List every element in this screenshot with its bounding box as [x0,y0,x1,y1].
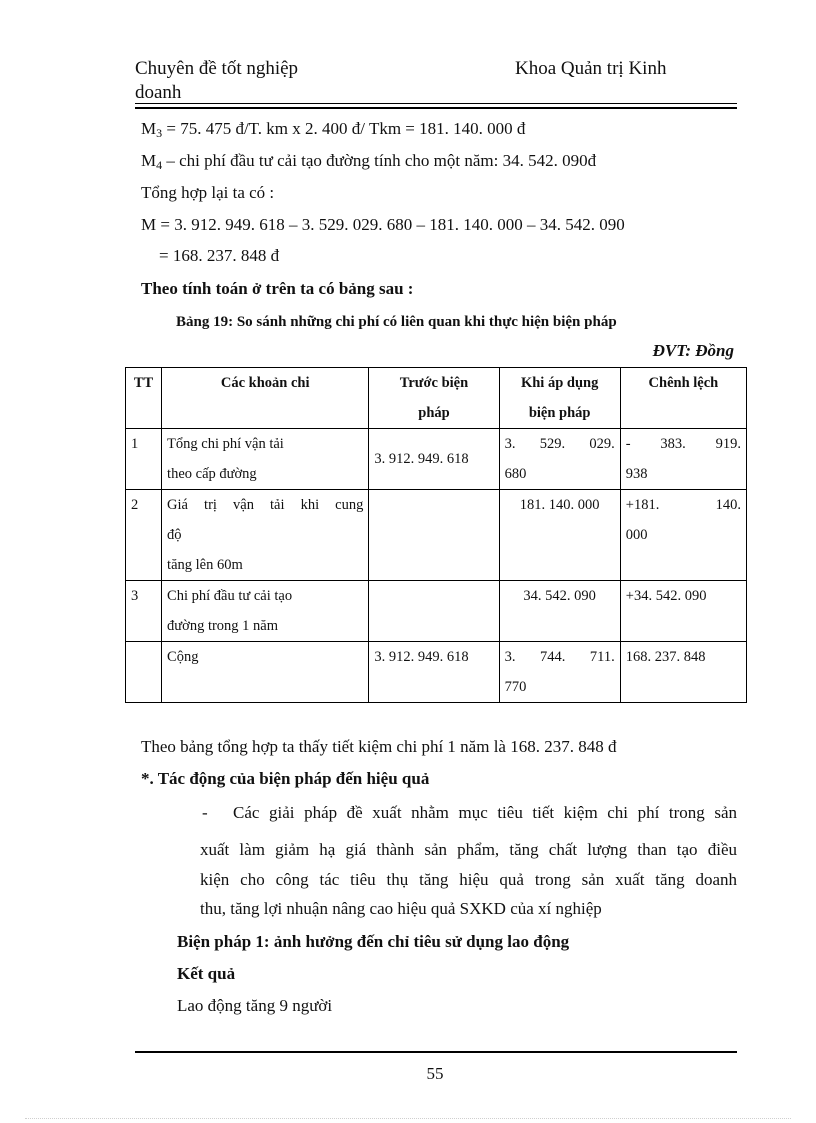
bullet-line-2: xuất làm giảm hạ giá thành sản phẩm, tăng chất lượng than tạo điều [200,840,737,859]
header-left-line1: Chuyên đề tốt nghiệp [135,58,299,79]
header-after: Khi áp dụng biện pháp [499,368,620,429]
header-right: Khoa Quản trị Kinh [515,58,667,79]
bullet-dash: - [202,803,208,822]
header-left-line2: doanh [135,82,182,103]
header-diff: Chênh lệch [620,368,746,429]
formula-line: M = 3. 912. 949. 618 – 3. 529. 029. 680 – 181. 140. 000 – 34. 542. 090 [141,215,625,234]
header-rule-bottom [135,107,737,109]
formula-result: = 168. 237. 848 đ [159,246,280,265]
page-number: 55 [426,1064,444,1083]
table-row: 1 Tổng chi phí vận tải theo cấp đường 3. 912. 949. 618 3. 529. 029. 680 - 383. 919. 938 [126,429,747,490]
cost-comparison-table [125,367,747,703]
footer-rule [135,1051,737,1053]
table-header-row [126,368,747,429]
header-rule-top [135,103,737,104]
summary-intro: Tổng hợp lại ta có : [141,183,275,202]
table-row: 3 Chi phí đầu tư cải tạo đường trong 1 năm 34. 542. 090 +34. 542. 090 [126,581,747,642]
header-tt: TT [126,368,162,429]
table-intro: Theo tính toán ở trên ta có bảng sau : [141,279,414,298]
impact-heading: *. Tác động của biện pháp đến hiệu quả [141,769,430,788]
bullet-line-4: thu, tăng lợi nhuận nâng cao hiệu quả SXKD của xí nghiệp [200,899,602,918]
header-item: Các khoản chi [162,368,369,429]
table-caption: Bảng 19: So sánh những chi phí có liên quan khi thực hiện biện pháp [176,314,617,330]
table-unit: ĐVT: Đồng [652,341,734,360]
result-text: Lao động tăng 9 người [177,996,333,1015]
conclusion-text: Theo bảng tổng hợp ta thấy tiết kiệm chi phí 1 năm là 168. 237. 848 đ [141,737,617,756]
header-before: Trước biện pháp [369,368,499,429]
page-edge-dots [25,1118,791,1119]
bullet-line-1: Các giải pháp đề xuất nhằm mục tiêu tiết kiệm chi phí trong sản [233,803,737,822]
table-total-row: Cộng 3. 912. 949. 618 3. 744. 711. 770 168. 237. 848 [126,642,747,703]
m3-line: $M_3 = 75$. 475 đ/T. km x 2. 400 đ/ Tkm = 181. 140. 000 đ [141,119,526,140]
measure-heading: Biện pháp 1: ảnh hưởng đến chỉ tiêu sử dụng lao động [177,932,570,951]
result-heading: Kết quả [177,964,236,983]
table-row: 2 Giá trị vận tải khi cung độ tăng lên 60m 181. 140. 000 +181. 140. 000 [126,490,747,581]
m4-line: $M_4$ – chi phí đầu tư cải tạo đường tính cho một năm: 34. 542. 090đ [141,151,597,172]
bullet-line-3: kiện cho công tác tiêu thụ tăng hiệu quả trong sản xuất tăng doanh [200,870,737,889]
